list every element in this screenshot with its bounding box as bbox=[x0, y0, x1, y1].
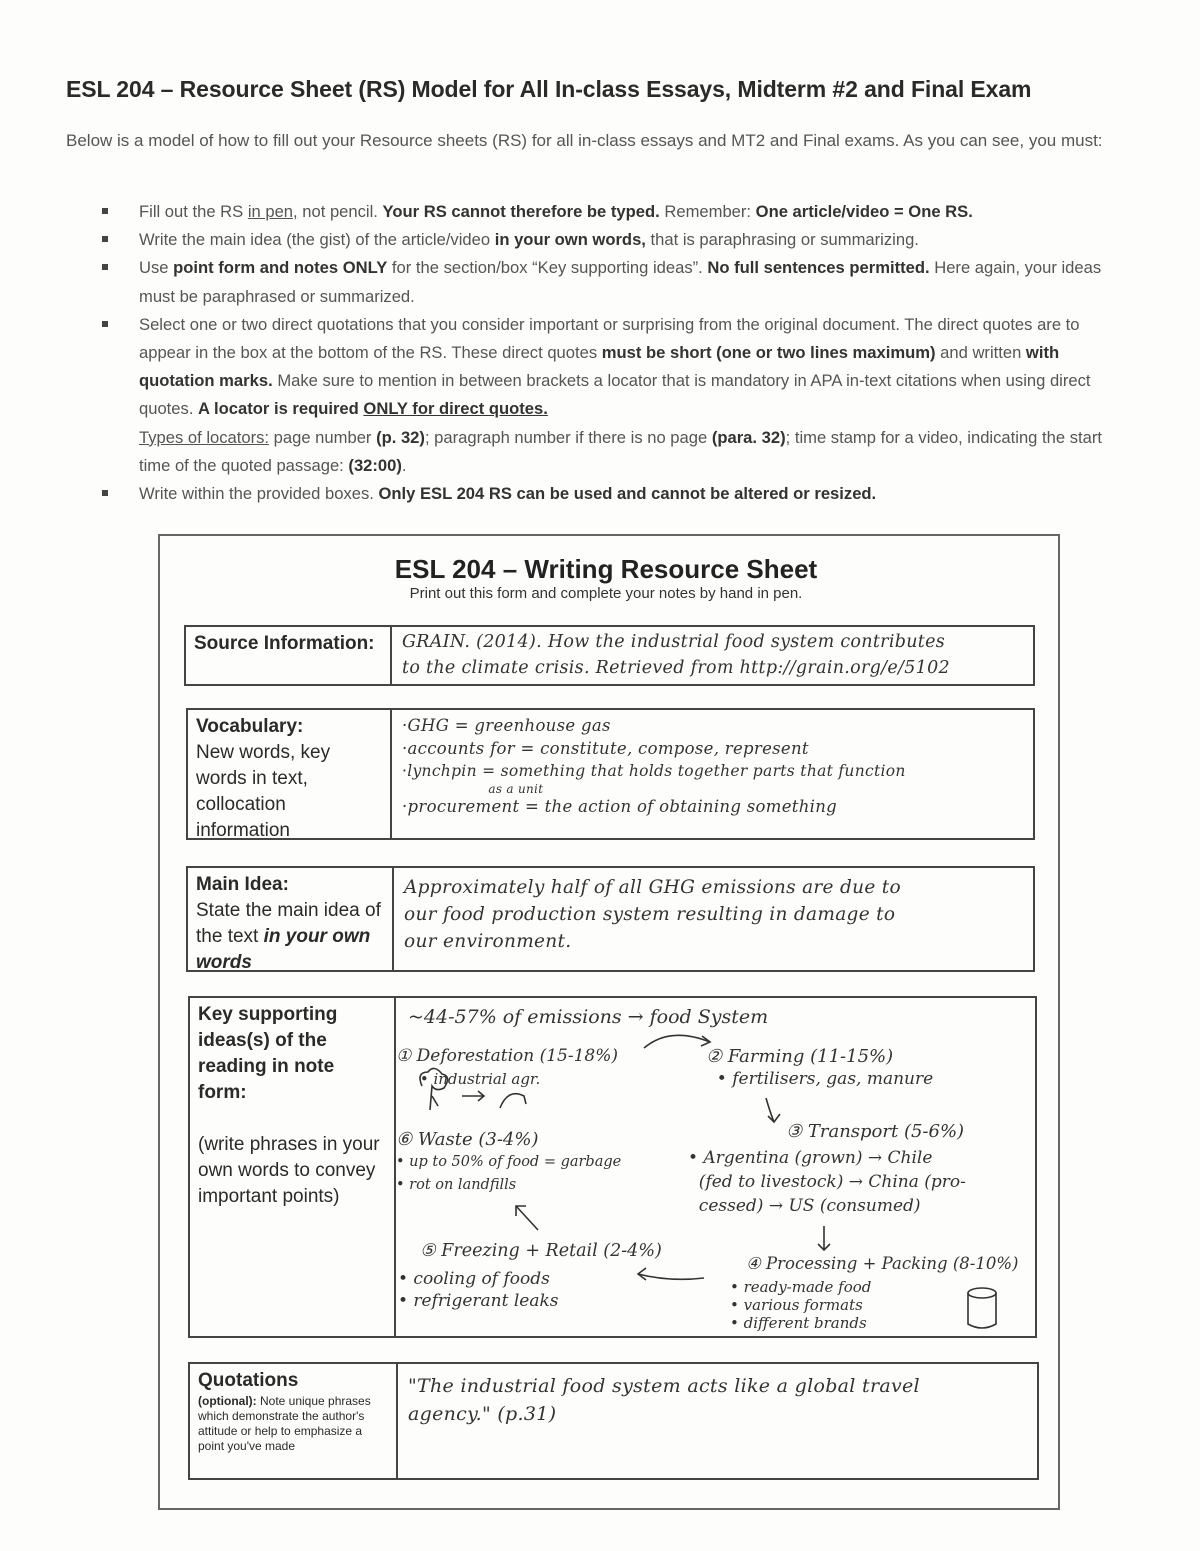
quotations-box bbox=[188, 1362, 1039, 1480]
vocabulary-label bbox=[188, 710, 392, 841]
text: page number bbox=[269, 427, 377, 447]
text: Select one or two direct quotations that you consider important or surprising from the original document. The direct quotes are to appear in the box at the bottom of the RS. These direct quotes bbox=[139, 314, 1080, 363]
text: Use bbox=[139, 258, 174, 278]
handwritten-line: • cooling of foods bbox=[398, 1269, 550, 1289]
label-heading: Key supporting ideas(s) of the reading in note form: bbox=[198, 1004, 338, 1103]
vocabulary-box bbox=[186, 708, 1035, 840]
handwritten-line: ④ Processing + Packing (8-10%) bbox=[746, 1254, 1019, 1273]
handwritten-line: (fed to livestock) → China (pro- bbox=[688, 1172, 966, 1192]
list-item bbox=[66, 254, 1126, 310]
underlined-text: in pen, bbox=[247, 202, 298, 221]
emphasis-text: in your own words bbox=[196, 926, 371, 973]
handwritten-line: as a unit bbox=[402, 782, 544, 796]
handwritten-line: our food production system resulting in damage to bbox=[404, 904, 896, 925]
note-transport bbox=[786, 1120, 964, 1143]
text: not pencil. bbox=[297, 202, 383, 221]
intro-paragraph: Below is a model of how to fill out your Resource sheets (RS) for all in-class essays and MT2 and Final exams. As you can see, you must: bbox=[66, 131, 1103, 150]
sheet-subtitle: Print out this form and complete your notes by hand in pen. bbox=[409, 585, 803, 602]
list-item bbox=[66, 480, 1126, 508]
bold-text: with quotation marks. bbox=[139, 343, 1060, 391]
note-processing-packing bbox=[746, 1252, 1018, 1275]
quotations-label bbox=[190, 1364, 398, 1478]
handwritten-line: ·lynchpin = something that holds together parts that function bbox=[402, 762, 906, 780]
handwritten-line: • fertilisers, gas, manure bbox=[706, 1069, 934, 1089]
label-heading: Main Idea: bbox=[196, 874, 289, 895]
source-information-box bbox=[184, 625, 1035, 686]
up-left-arrow-icon bbox=[508, 1200, 544, 1234]
main-idea-box bbox=[186, 866, 1035, 972]
key-ideas-label bbox=[190, 998, 396, 1336]
list-item bbox=[66, 311, 1126, 480]
bold-text: Your RS cannot therefore be typed. bbox=[382, 202, 660, 221]
sheet-title: ESL 204 – Writing Resource Sheet bbox=[394, 554, 818, 584]
label-heading: Quotations bbox=[198, 1370, 299, 1391]
text: for the section/box “Key supporting ideas”. bbox=[387, 258, 708, 278]
handwritten-line: ~44-57% of emissions → food System bbox=[408, 1006, 769, 1028]
label-heading: Vocabulary: bbox=[196, 716, 304, 737]
handwritten-line: "The industrial food system acts like a global travel bbox=[408, 1375, 920, 1397]
bold-text: in your own words, bbox=[494, 230, 646, 250]
note-waste bbox=[396, 1128, 621, 1197]
text: Fill out the RS bbox=[139, 202, 248, 221]
bold-text: (para. 32) bbox=[711, 427, 786, 447]
instructions-list bbox=[66, 198, 1126, 508]
vocabulary-content[interactable] bbox=[392, 710, 1033, 838]
handwritten-line: GRAIN. (2014). How the industrial food system contributes bbox=[402, 632, 946, 652]
list-item bbox=[66, 226, 1126, 254]
text: and written bbox=[935, 343, 1026, 363]
bold-text: A locator is required bbox=[198, 399, 364, 419]
text: Write within the provided boxes. bbox=[139, 484, 379, 504]
handwritten-line: our environment. bbox=[404, 931, 572, 952]
text: . bbox=[401, 455, 407, 475]
handwritten-line: ⑥ Waste (3-4%) bbox=[396, 1129, 539, 1150]
label-description: (write phrases in your own words to convey important points) bbox=[198, 1134, 380, 1207]
main-idea-label bbox=[188, 868, 394, 973]
bold-text: One article/video = One RS. bbox=[755, 202, 973, 221]
handwritten-line: cessed) → US (consumed) bbox=[688, 1196, 921, 1216]
text: Remember: bbox=[659, 202, 756, 221]
handwritten-line: • Argentina (grown) → Chile bbox=[688, 1148, 933, 1168]
text: ; paragraph number if there is no page bbox=[424, 427, 712, 447]
text: Here again, your ideas must be paraphrased or summarized. bbox=[139, 258, 1102, 306]
handwritten-line: ·GHG = greenhouse gas bbox=[402, 716, 611, 735]
handwritten-line: agency." (p.31) bbox=[408, 1403, 557, 1425]
main-idea-content[interactable] bbox=[394, 868, 1033, 970]
handwritten-line: • rot on landfills bbox=[396, 1177, 517, 1193]
text: Note unique phrases which demonstrate the author's attitude or help to emphasize a point you've made bbox=[198, 1394, 371, 1453]
document-title: ESL 204 – Resource Sheet (RS) Model for All In-class Essays, Midterm #2 and Final Exam bbox=[66, 76, 1032, 102]
container-sketch-icon bbox=[962, 1284, 1002, 1334]
left-arrow-icon bbox=[630, 1262, 710, 1288]
handwritten-line: ·accounts for = constitute, compose, represent bbox=[402, 739, 809, 758]
label-description bbox=[198, 1394, 388, 1454]
handwritten-line: Approximately half of all GHG emissions are due to bbox=[404, 877, 901, 898]
tree-sketch-icon bbox=[412, 1066, 542, 1116]
underlined-text: Types of locators: bbox=[139, 427, 270, 447]
text: State the main idea of the text bbox=[196, 900, 381, 947]
down-arrow-icon bbox=[812, 1224, 836, 1254]
source-label bbox=[186, 627, 392, 684]
bold-text: point form and notes ONLY bbox=[173, 258, 388, 278]
note-transport-detail bbox=[688, 1146, 966, 1218]
bold-text: (optional): bbox=[198, 1394, 257, 1408]
handwritten-line: to the climate crisis. Retrieved from http://grain.org/e/5102 bbox=[402, 658, 950, 678]
bold-text: must be short (one or two lines maximum) bbox=[601, 343, 936, 363]
bold-text: No full sentences permitted. bbox=[707, 258, 930, 278]
note-farming bbox=[706, 1045, 933, 1091]
note-freezing-retail bbox=[420, 1240, 662, 1263]
handwritten-line: ⑤ Freezing + Retail (2-4%) bbox=[420, 1241, 662, 1261]
label-description: New words, key words in text, collocation information bbox=[196, 742, 331, 841]
label-heading: Source Information: bbox=[194, 633, 375, 654]
bold-underlined-text: ONLY for direct quotes. bbox=[363, 399, 548, 419]
text: Write the main idea (the gist) of the article/video bbox=[139, 230, 495, 250]
list-item bbox=[66, 198, 1126, 226]
handwritten-line: • industrial agr. bbox=[396, 1070, 541, 1088]
handwritten-line: ① Deforestation (15-18%) bbox=[396, 1046, 619, 1066]
handwritten-line: ·procurement = the action of obtaining something bbox=[402, 797, 837, 816]
note-freezing-retail-detail bbox=[398, 1268, 559, 1312]
handwritten-line: • various formats bbox=[730, 1296, 863, 1314]
handwritten-line: • up to 50% of food = garbage bbox=[396, 1154, 622, 1170]
handwritten-line: • refrigerant leaks bbox=[398, 1291, 559, 1311]
bold-text: (p. 32) bbox=[376, 427, 425, 447]
source-content[interactable] bbox=[392, 627, 1033, 684]
label-description bbox=[196, 898, 384, 976]
handwritten-line: ③ Transport (5-6%) bbox=[786, 1121, 965, 1142]
handwritten-line: • ready-made food bbox=[730, 1278, 872, 1296]
quotations-content[interactable] bbox=[398, 1364, 1037, 1478]
text: ; time stamp for a video, indicating the start time of the quoted passage: bbox=[139, 427, 1102, 475]
bold-text: Only ESL 204 RS can be used and cannot be altered or resized. bbox=[378, 484, 877, 504]
down-arrow-icon bbox=[760, 1096, 786, 1126]
bold-text: (32:00) bbox=[348, 455, 402, 475]
text: that is paraphrasing or summarizing. bbox=[645, 230, 919, 250]
handwritten-line: • different brands bbox=[730, 1314, 867, 1332]
note-processing-detail bbox=[730, 1278, 871, 1332]
text: Make sure to mention in between brackets a locator that is mandatory in APA in-text citations when using direct quotes. bbox=[139, 371, 1091, 419]
handwritten-line: ② Farming (11-15%) bbox=[706, 1046, 894, 1067]
